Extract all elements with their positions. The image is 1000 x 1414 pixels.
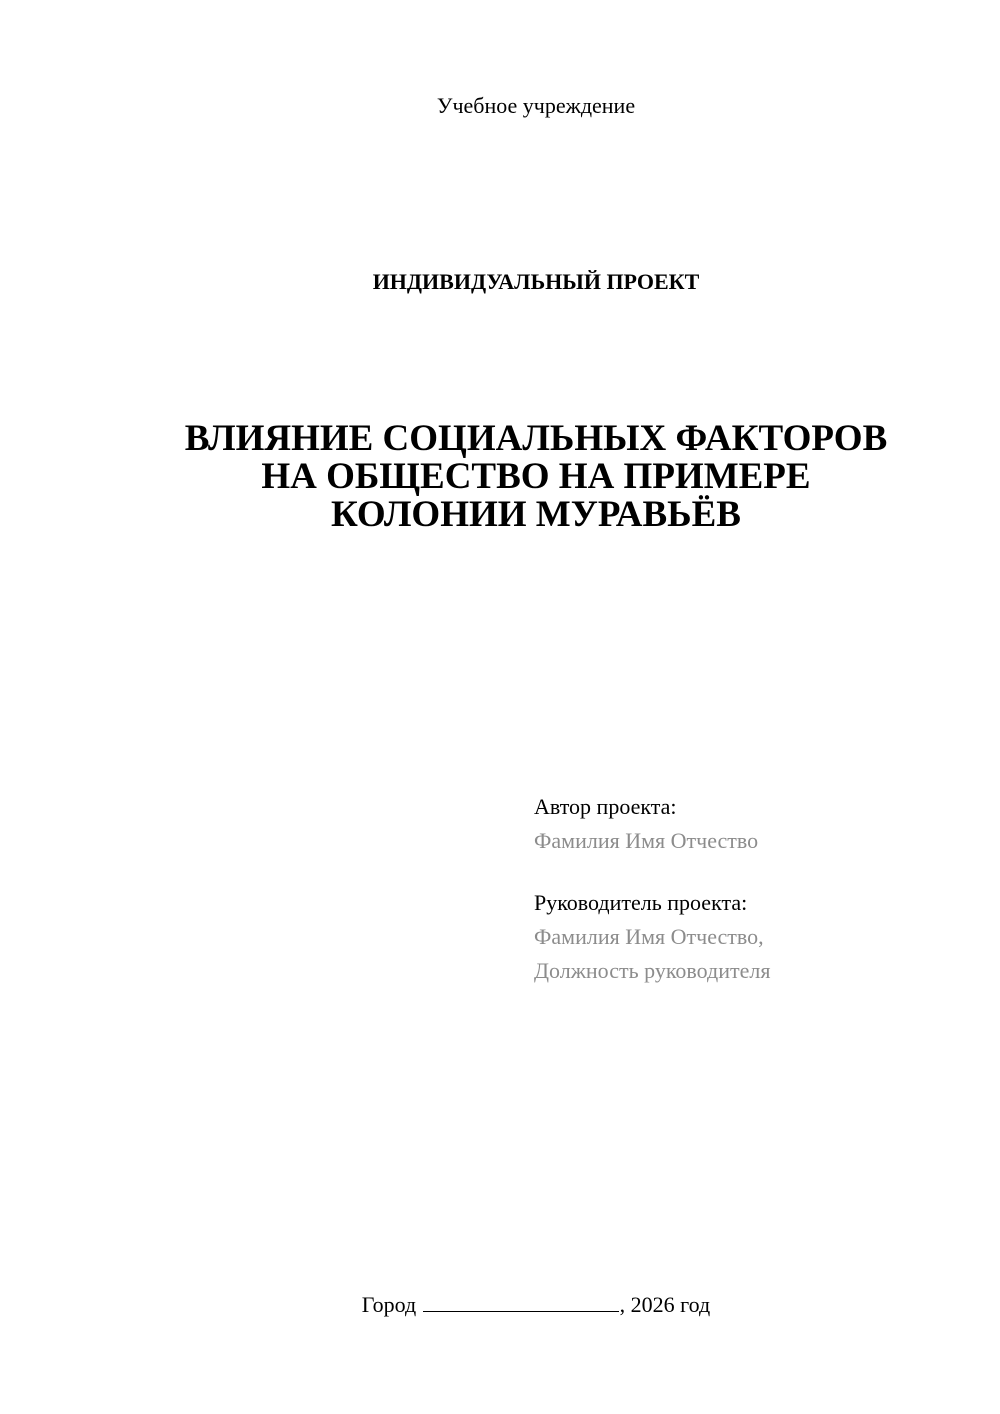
supervisor-name: Фамилия Имя Отчество, (534, 924, 764, 949)
project-title (0, 420, 1000, 534)
supervisor-label: Руководитель проекта: (534, 890, 748, 915)
project-title-line-1: ВЛИЯНИЕ СОЦИАЛЬНЫХ ФАКТОРОВ (184, 418, 888, 459)
year-text: , 2026 год (619, 1292, 711, 1317)
author-name: Фамилия Имя Отчество (534, 828, 759, 853)
institution-name: Учебное учреждение (436, 93, 636, 118)
author-label: Автор проекта: (534, 794, 677, 819)
city-blank-line (423, 1293, 619, 1312)
project-title-line-3: КОЛОНИИ МУРАВЬЁВ (331, 494, 741, 535)
project-title-line-2: НА ОБЩЕСТВО НА ПРИМЕРЕ (261, 456, 811, 497)
project-type-heading: ИНДИВИДУАЛЬНЫЙ ПРОЕКТ (372, 269, 700, 294)
city-label: Город (361, 1292, 417, 1317)
city-year-line (0, 1291, 1000, 1319)
supervisor-position: Должность руководителя (534, 958, 771, 983)
credits-block (534, 790, 974, 988)
